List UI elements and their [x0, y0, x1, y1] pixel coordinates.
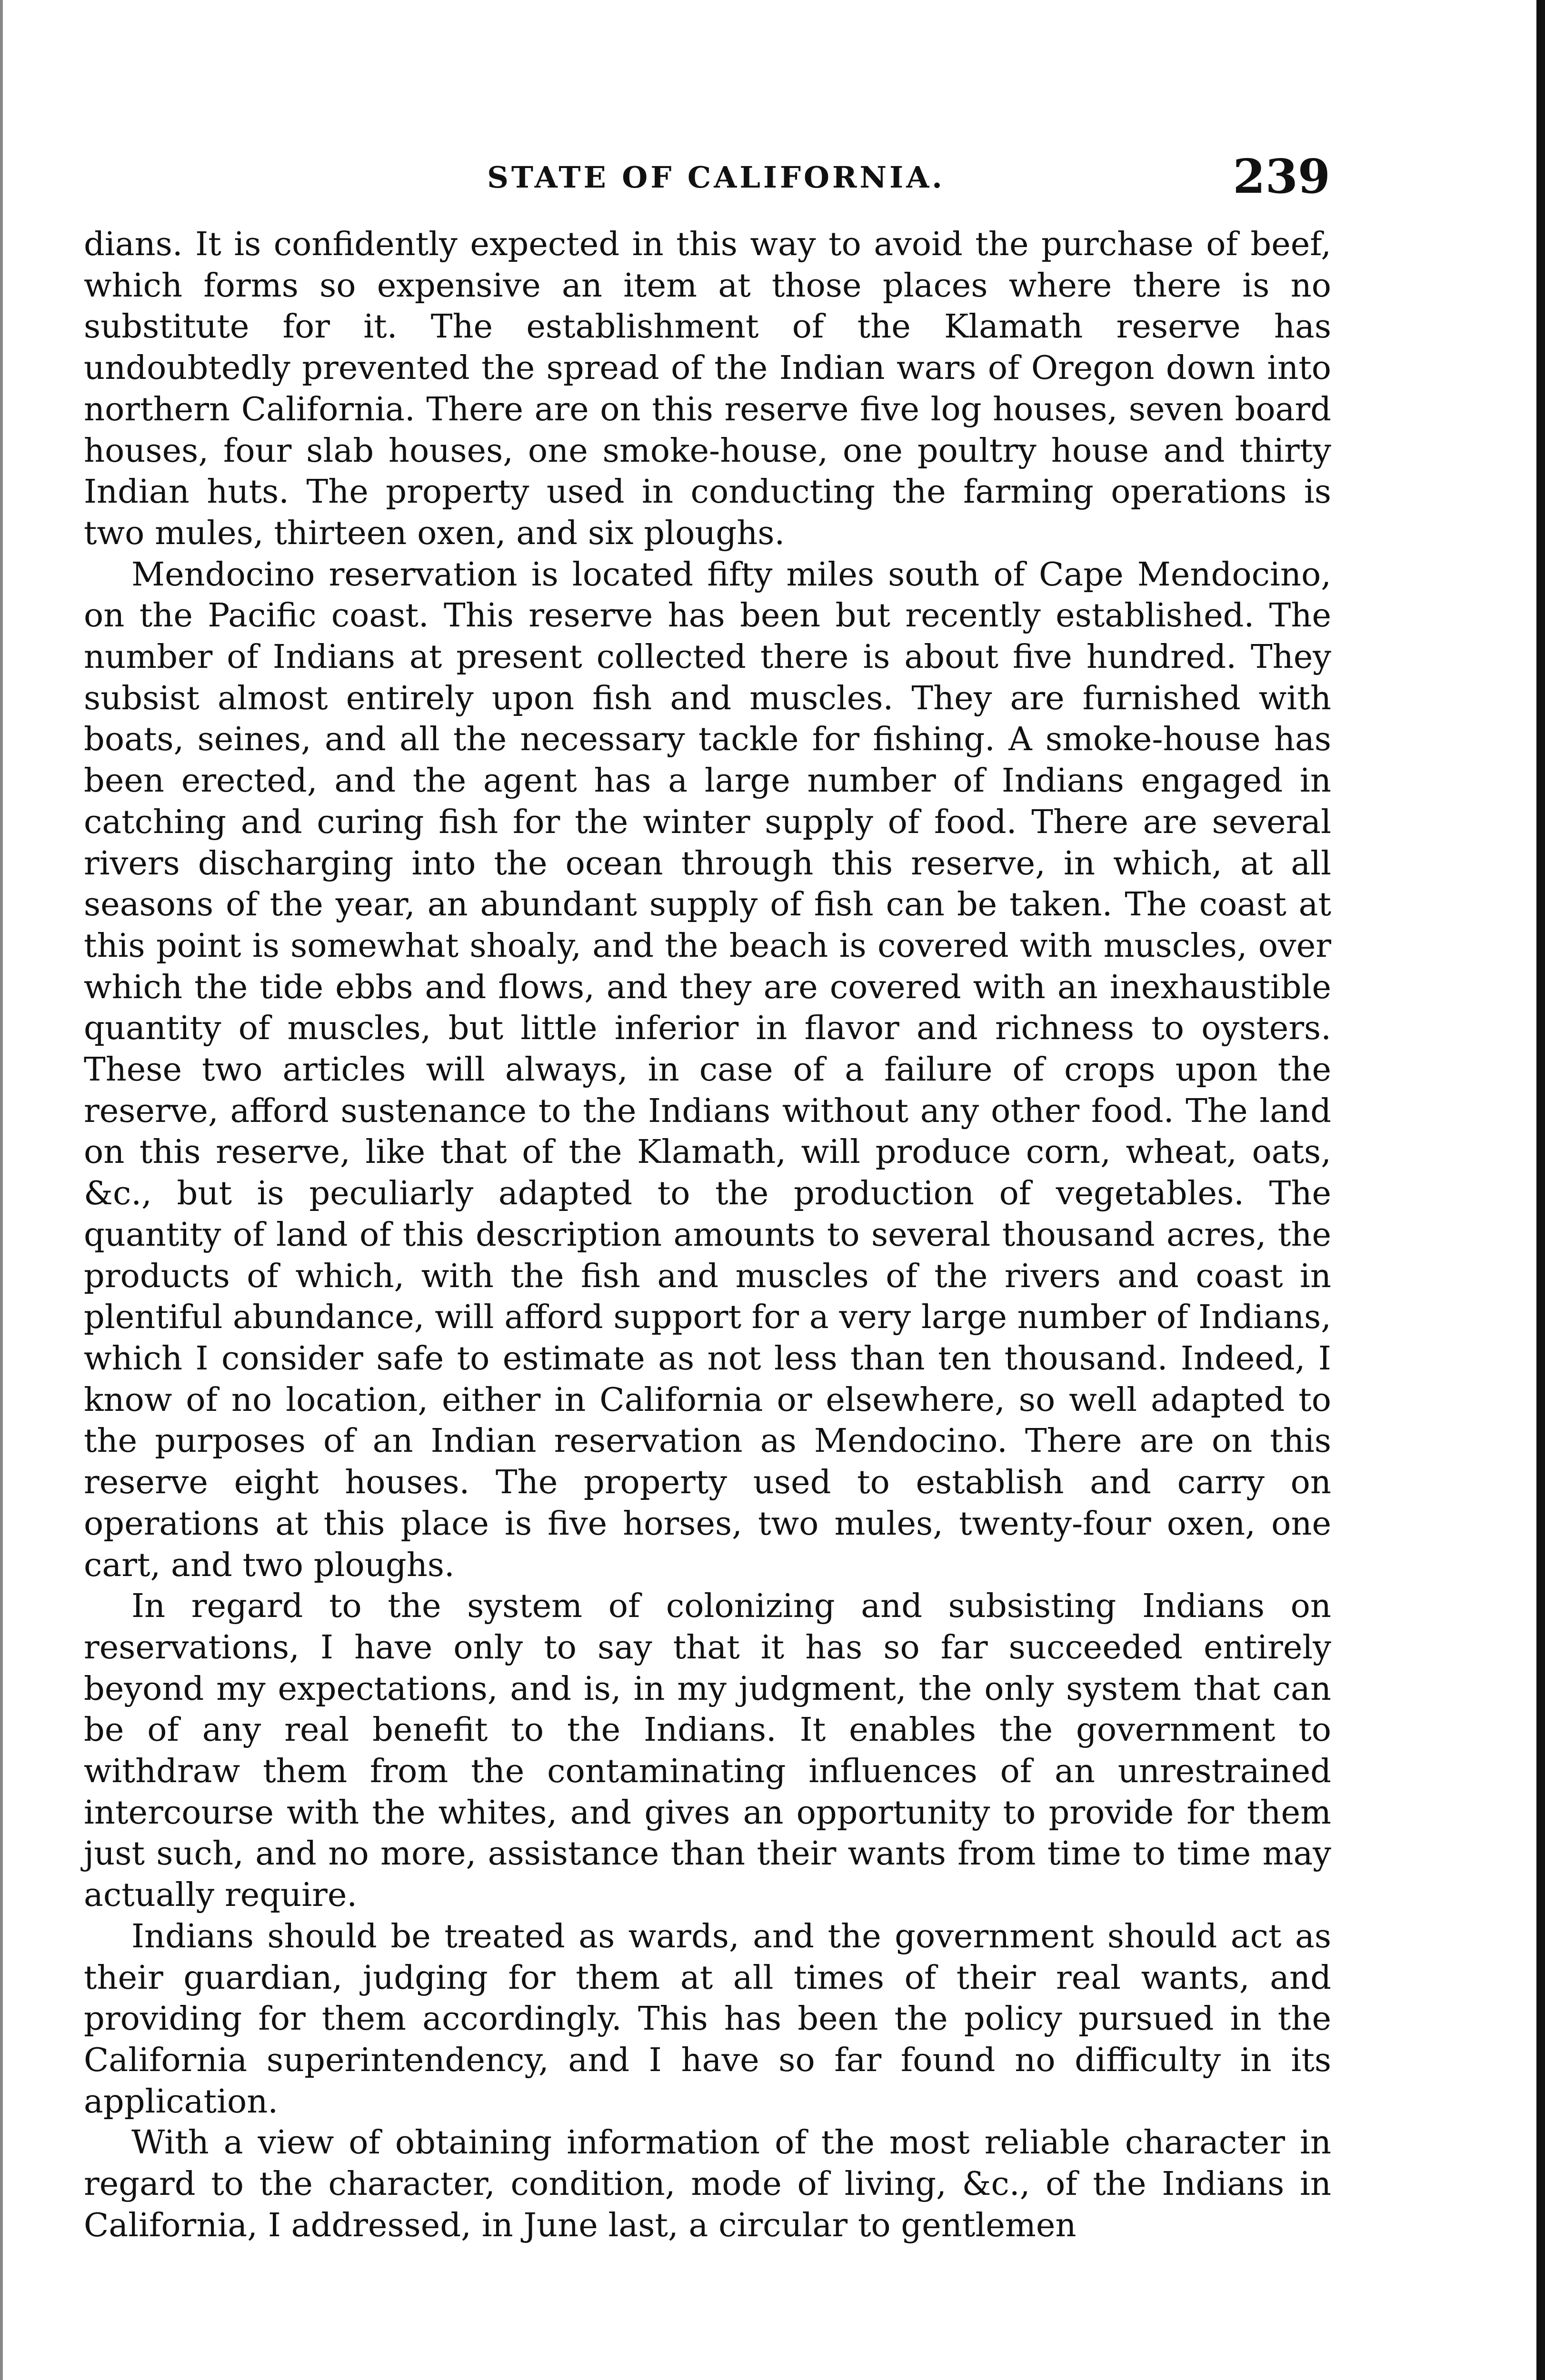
page-header [102, 151, 1330, 204]
paragraph-2: Mendocino reservation is located fifty miles south of Cape Mendocino, on the Pacific coast. This reserve has been but recently established. The number of Indians at present collected there is about five hundred. They subsist almost entirely upon fish and muscles. They are furnished with boats, seines, and all the necessary tackle for fishing. A smoke-house has been erected, and the agent has a large number of Indians engaged in catching and curing fish for the winter supply of food. There are several rivers discharging into the ocean through this reserve, in which, at all seasons of the year, an abundant supply of fish can be taken. The coast at this point is somewhat shoaly, and the beach is covered with muscles, over which the tide ebbs and flows, and they are covered with an inexhaustible quantity of muscles, but little inferior in flavor and richness to oysters. These two articles will always, in case of a failure of crops upon the reserve, afford sustenance to the Indians without any other food. The land on this reserve, like that of the Klamath, will produce corn, wheat, oats, &c., but is peculiarly adapted to the production of vegetables. The quantity of land of this description amounts to several thousand acres, the products of which, with the fish and muscles of the rivers and coast in plentiful abundance, will afford support for a very large number of Indians, which I consider safe to estimate as not less than ten thousand. Indeed, I know of no location, either in California or elsewhere, so well adapted to the purposes of an Indian reservation as Mendocino. There are on this reserve eight houses. The property used to establish and carry on operations at this place is five horses, two mules, twenty-four oxen, one cart, and two ploughs. [84, 555, 1331, 1584]
running-head: STATE OF CALIFORNIA. [487, 160, 945, 195]
page-left-edge [0, 0, 3, 2380]
page-right-edge [1536, 0, 1545, 2380]
paragraph-5: With a view of obtaining information of the most reliable character in regard to the character, condition, mode of living, &c., of the Indians in California, I addressed, in June last, a circular to gentlemen [84, 2123, 1331, 2244]
paragraph-1: dians. It is confidently expected in this way to avoid the purchase of beef, which forms so expensive an item at those places where there is no substitute for it. The establishment of the Klamath reserve has undoubtedly prevented the spread of the Indian wars of Oregon down into northern California. There are on this reserve five log houses, seven board houses, four slab houses, one smoke-house, one poultry house and thirty Indian huts. The property used in conducting the farming operations is two mules, thirteen oxen, and six ploughs. [84, 225, 1331, 552]
paragraph-3: In regard to the system of colonizing and subsisting Indians on reservations, I have only to say that it has so far succeeded entirely beyond my expectations, and is, in my judgment, the only system that can be of any real benefit to the Indians. It enables the government to withdraw them from the contaminating influences of an unrestrained intercourse with the whites, and gives an opportunity to provide for them just such, and no more, assistance than their wants from time to time may actually require. [84, 1587, 1331, 1914]
paragraph-4: Indians should be treated as wards, and the government should act as their guardian, judging for them at all times of their real wants, and providing for them accordingly. This has been the policy pursued in the California superintendency, and I have so far found no difficulty in its application. [84, 1917, 1331, 2121]
page-number: 239 [1233, 149, 1330, 204]
body-text [84, 224, 1331, 2328]
